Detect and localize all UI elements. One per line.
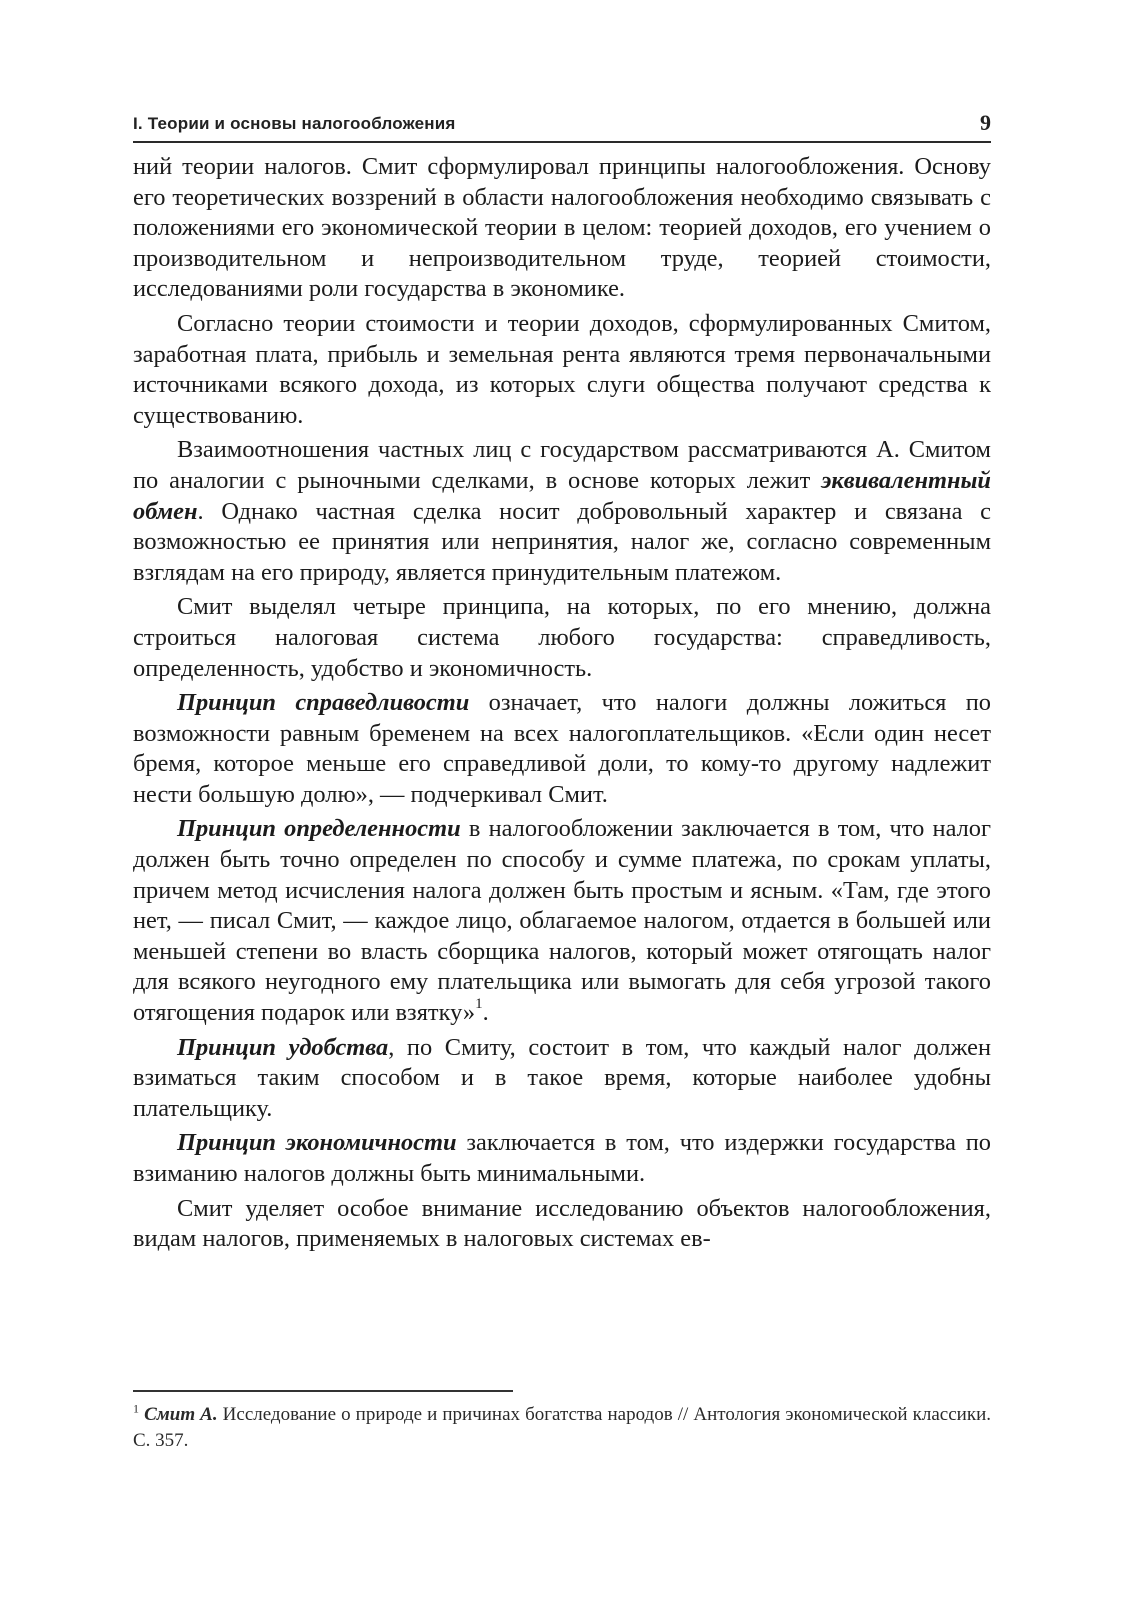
paragraph-8 [133,1128,991,1189]
paragraph-7-text: , по Смиту, состоит в том, что каждый налог должен взиматься таким способом и в такое время, которые наиболее удобны плательщику. [133,1033,991,1122]
header-rule [133,141,991,143]
term-principle-certainty: Принцип определенности [177,815,461,843]
paragraph-3-text-b: . Однако частная сделка носит добровольный характер и связана с возможностью ее принятия или непринятия, налог же, согласно современным взглядам на его природу, является принудительным платежом. [133,497,991,586]
page-number: 9 [980,110,991,135]
paragraph-3-text-a: Взаимоотношения частных лиц с государством рассматриваются А. Смитом по аналогии с рыночными сделками, в основе которых лежит [133,436,991,494]
body-text [133,152,991,1259]
paragraph-5 [133,688,991,810]
paragraph-8-text: заключается в том, что издержки государства по взиманию налогов должны быть минимальными. [133,1129,991,1187]
term-equivalent-exchange: эквивалентный обмен [133,466,991,525]
term-principle-convenience: Принцип удобства [177,1033,389,1061]
paragraph-6-end: . [482,999,489,1027]
paragraph-9: Смит уделяет особое внимание исследованию объектов налогообложения, видам налогов, применяемых в налоговых системах ев- [133,1194,991,1253]
paragraph-3 [133,435,991,588]
paragraph-1: ний теории налогов. Смит сформулировал принципы налогообложения. Основу его теоретических воззрений в области налогообложения необходимо связывать с положениями его экономической теории в целом: теорией доходов, его учением о производительном и непроизводительном труде, теорией стоимости, исследованиями роли государства в экономике. [133,153,991,303]
paragraph-6-text: в налогообложении заключается в том, что налог должен быть точно определен по способу и сумме платежа, по срокам уплаты, причем метод исчисления налога должен быть простым и ясным. «Там, где этого нет, — писал Смит, — каждое лицо, облагаемое налогом, отдается в большей или меньшей степени во власть сборщика налогов, который может отягощать налог для всякого неугодного ему плательщика или вымогать для себя угрозой такого отягощения подарок или взятку» [133,815,991,1027]
footnote [133,1402,991,1454]
term-principle-economy: Принцип экономичности [177,1129,457,1157]
footnote-ref[interactable]: 1 [475,995,483,1012]
term-principle-justice: Принцип справедливости [177,689,470,717]
paragraph-4: Смит выделял четыре принципа, на которых, по его мнению, должна строиться налоговая система любого государства: справедливость, определенность, удобство и экономичность. [133,593,991,682]
footnote-text: Исследование о природе и причинах богатства народов // Антология экономической классики. С. 357. [133,1404,991,1451]
running-head [133,112,991,140]
paragraph-7 [133,1033,991,1125]
running-title: I. Теории и основы налогообложения [133,114,456,133]
paragraph-6 [133,814,991,1028]
footnote-rule [133,1390,513,1392]
paragraph-5-text: означает, что налоги должны ложиться по возможности равным бременем на всех налогоплательщиков. «Если один несет бремя, которое меньше его справедливой доли, то кому-то другому надлежит нести большую долю», — подчеркивал Смит. [133,689,991,808]
paragraph-2: Согласно теории стоимости и теории доходов, сформулированных Смитом, заработная плата, прибыль и земельная рента являются тремя первоначальными источниками всякого дохода, из которых слуги общества получают средства к существованию. [133,309,991,429]
footnote-marker: 1 [133,1401,139,1416]
footnote-author: Смит А. [144,1404,218,1425]
